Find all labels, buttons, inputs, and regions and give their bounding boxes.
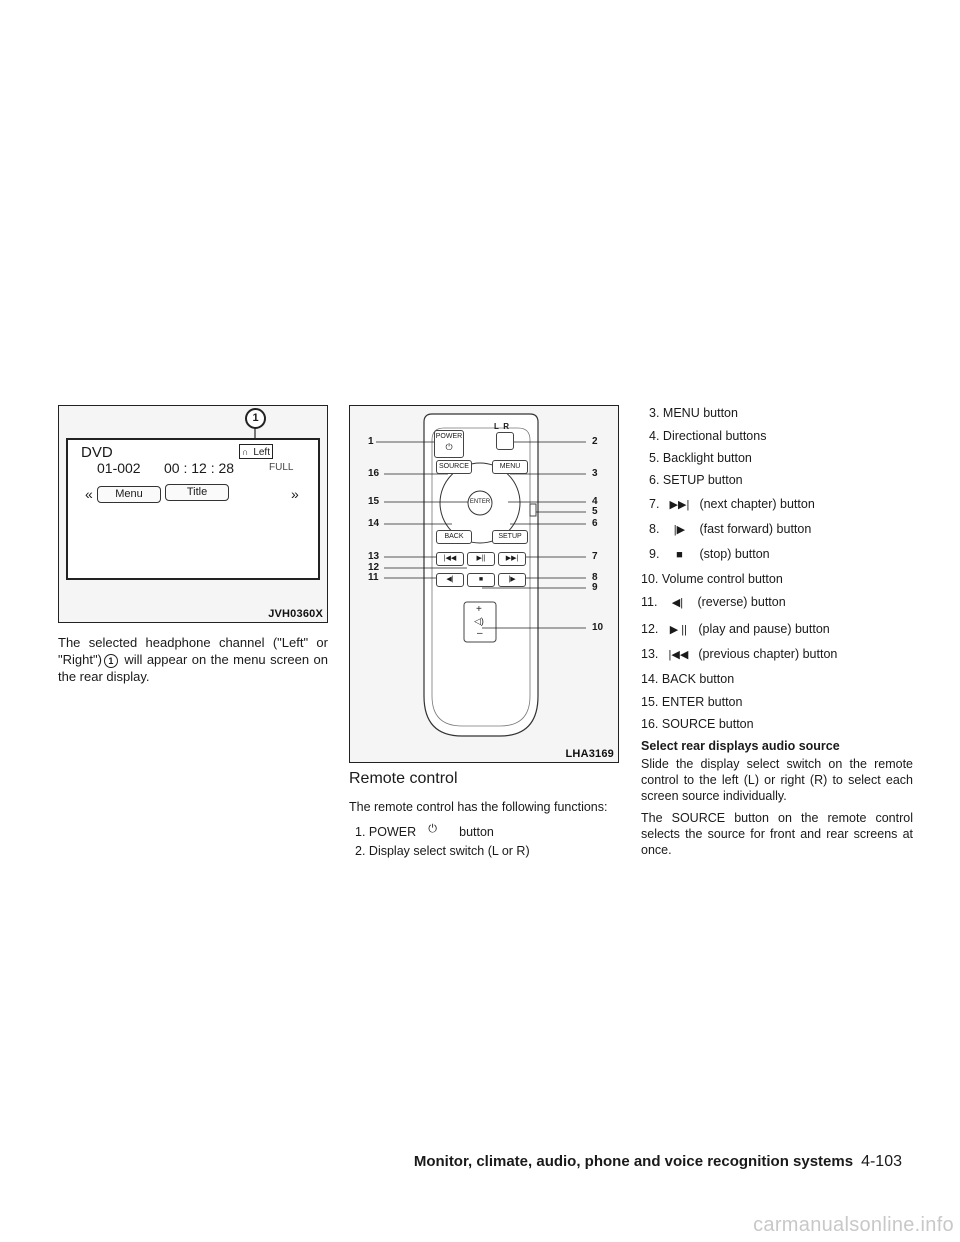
remote-reverse-icon: ◀| xyxy=(436,573,464,587)
previous-chapter-icon: |◀◀ xyxy=(668,649,689,661)
remote-next-chapter-icon: ▶▶| xyxy=(498,552,526,566)
menu-button: Menu xyxy=(97,486,161,503)
select-paragraph-2: The SOURCE button on the remote control selects the source for front and rear screens at once. xyxy=(641,811,913,857)
callout-16: 16 xyxy=(368,468,380,479)
page-number: 4-103 xyxy=(861,1153,902,1170)
callout-13: 13 xyxy=(368,551,380,562)
callout-9: 9 xyxy=(592,582,598,593)
screen-time: 00 : 12 : 28 xyxy=(164,460,235,476)
stop-icon: ■ xyxy=(676,549,683,561)
speaker-icon: ◁) xyxy=(474,616,484,626)
screen-frame xyxy=(59,406,327,622)
callout-12: 12 xyxy=(368,562,380,573)
fast-forward-icon: |▶ xyxy=(673,524,686,536)
list-item: 3. MENU button xyxy=(649,406,738,420)
play-pause-icon: ▶ || xyxy=(669,624,687,636)
reverse-icon: ◀| xyxy=(671,597,684,609)
callout-6: 6 xyxy=(592,518,598,529)
list-item: 6. SETUP button xyxy=(649,473,743,487)
watermark: carmanualsonline.info xyxy=(753,1214,954,1236)
screen-source: DVD xyxy=(81,444,113,461)
list-item: 8. |▶ (fast forward) button xyxy=(649,522,812,536)
power-icon: ⏻ xyxy=(428,823,437,835)
prev-arrow-icon: « xyxy=(85,486,93,502)
screen-channel-box xyxy=(239,444,273,459)
callout-2: 2 xyxy=(592,436,598,447)
list-item: 5. Backlight button xyxy=(649,451,752,465)
screen-chapter: 01-002 xyxy=(97,460,141,476)
inline-marker-1: 1 xyxy=(104,654,118,668)
callout-3: 3 xyxy=(592,468,598,479)
next-arrow-icon: » xyxy=(291,486,299,502)
remote-fast-forward-icon: |▶ xyxy=(498,573,526,587)
list-item: 7. ▶▶| (next chapter) button xyxy=(649,497,815,511)
volume-plus-icon: + xyxy=(476,604,482,615)
list-item: 9. ■ (stop) button xyxy=(649,547,770,561)
list-item: 13. |◀◀ (previous chapter) button xyxy=(641,647,838,661)
callout-11: 11 xyxy=(368,572,379,583)
screen-channel: Left xyxy=(253,447,270,458)
figure-remote-control xyxy=(349,405,619,763)
callout-15: 15 xyxy=(368,496,380,507)
list-item: 16. SOURCE button xyxy=(641,717,754,731)
callout-4: 4 xyxy=(592,496,598,507)
callout-8: 8 xyxy=(592,572,598,583)
remote-menu-button: MENU xyxy=(492,460,528,474)
list-item: 10. Volume control button xyxy=(641,572,783,586)
callout-7: 7 xyxy=(592,551,598,562)
callout-14: 14 xyxy=(368,518,380,529)
list-item: 14. BACK button xyxy=(641,672,735,686)
remote-stop-icon: ■ xyxy=(467,573,495,587)
remote-lr-label: L R xyxy=(494,422,509,431)
screen-mode: FULL xyxy=(269,462,294,473)
next-chapter-icon: ▶▶| xyxy=(669,499,690,511)
remote-source-button: SOURCE xyxy=(436,460,472,474)
select-paragraph-1: Slide the display select switch on the remote control to the left (L) or right (R) to select each screen source individually. xyxy=(641,757,913,803)
list-item: 2. Display select switch (L or R) xyxy=(355,844,530,858)
footer-section-title: Monitor, climate, audio, phone and voice recognition systems xyxy=(413,1153,854,1170)
intro-paragraph: The selected headphone channel ("Left" or "Right") 1 will appear on the menu screen on the rear display. xyxy=(58,635,328,684)
remote-back-button: BACK xyxy=(436,530,472,544)
list-item: 4. Directional buttons xyxy=(649,429,767,443)
list-item: 12. ▶ || (play and pause) button xyxy=(641,622,830,636)
callout-5: 5 xyxy=(592,506,598,517)
remote-intro: The remote control has the following functions: xyxy=(349,800,608,814)
figure-rear-display xyxy=(58,405,328,623)
callout-1: 1 xyxy=(368,436,374,447)
volume-minus-icon: – xyxy=(477,628,483,639)
figure-code: LHA3169 xyxy=(565,748,614,760)
list-item: 15. ENTER button xyxy=(641,695,743,709)
power-icon: ⏻ xyxy=(445,442,453,452)
figure-code: JVH0360X xyxy=(268,608,323,620)
display-select-switch-icon xyxy=(496,432,514,450)
section-heading-remote-control: Remote control xyxy=(349,770,458,787)
page-footer xyxy=(414,1153,902,1171)
title-button: Title xyxy=(165,484,229,501)
remote-enter-button: ENTER xyxy=(469,499,491,505)
section-heading-select-audio-source: Select rear displays audio source xyxy=(641,739,840,753)
remote-prev-chapter-icon: |◀◀ xyxy=(436,552,464,566)
callout-10: 10 xyxy=(592,622,604,633)
list-item: 1. POWER ⏻ button xyxy=(355,823,494,839)
remote-setup-button: SETUP xyxy=(492,530,528,544)
callout-marker-1: 1 xyxy=(245,408,266,429)
remote-power-button: POWER ⏻ xyxy=(434,430,464,458)
list-item: 11. ◀| (reverse) button xyxy=(641,595,786,609)
headphone-icon: ∩ xyxy=(242,447,249,457)
remote-play-pause-icon: ▶|| xyxy=(467,552,495,566)
